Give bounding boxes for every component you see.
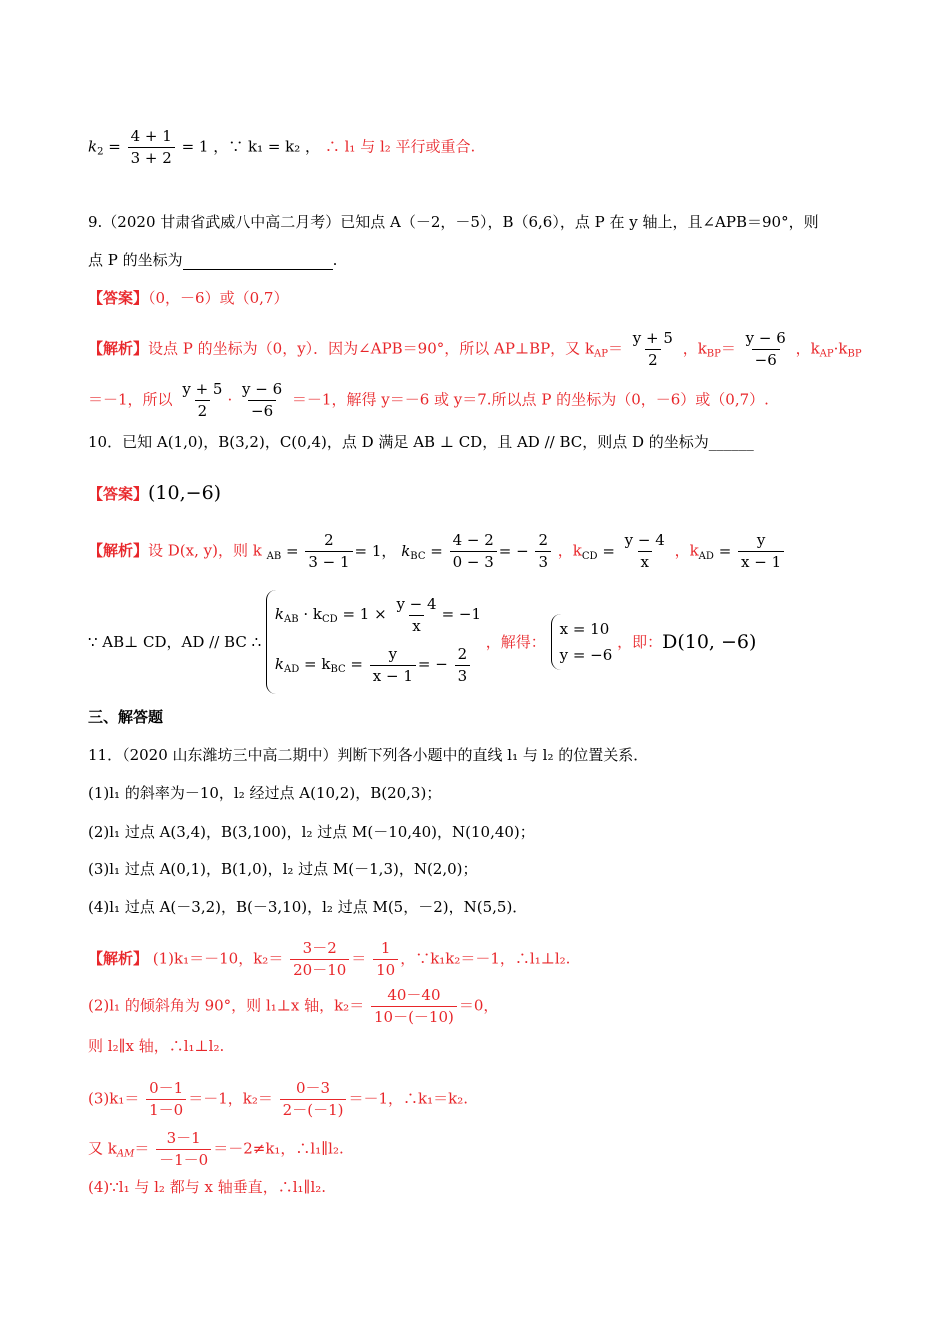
q10-answer: 【答案】(10,−6) xyxy=(88,482,222,504)
q10-analysis-system: ∵ AB⊥ CD，AD // BC ∴ $k_{AB} \cdot k_{CD} = 1$ × $\frac{y - 4}{x}$ = −1 $k_{AD} = k_{BC}$ = $\frac{y}{x - 1}$ = − $\frac{2}{3}$ ，解得： x = 10 y = −6 ，即：D(10, −6) xyxy=(88,590,756,694)
top-equation: $k_2$ = $\frac{4 + 1}{3 + 2}$ = 1 ，∵ k₁ = k₂ ， ∴ l₁ 与 l₂ 平行或重合. xyxy=(88,127,476,167)
fraction: $\frac{4 + 1}{3 + 2}$ xyxy=(128,128,175,167)
q9-stem-1: 9.（2020 甘肃省武威八中高二月考）已知点 A（－2，－5），B（6,6），点 P 在 y 轴上，且∠APB＝90°，则 xyxy=(88,213,819,231)
q11-solution-3: (3)k₁＝ $\frac{0-1}{1-0}$ ＝－1，k₂＝ $\frac{0-3}{2-(-1)}$ ＝－1，∴k₁＝k₂. xyxy=(88,1079,468,1119)
q11-part-4: (4)l₁ 过点 A(－3,2)，B(－3,10)，l₂ 过点 M(5，－2)，N(5,5)． xyxy=(88,898,528,916)
q10-stem: 10．已知 A(1,0)，B(3,2)，C(0,4)，点 D 满足 AB ⊥ CD，且 AD // BC，则点 D 的坐标为______ xyxy=(88,433,754,451)
equation-system: $k_{AB} \cdot k_{CD} = 1$ × $\frac{y - 4}{x}$ = −1 $k_{AD} = k_{BC}$ = $\frac{y}{x - 1}$ = − $\frac{2}{3}$ xyxy=(266,590,481,694)
q9-answer: 【答案】（0，－6）或（0,7） xyxy=(88,289,289,307)
q11-stem: 11．（2020 山东潍坊三中高二期中）判断下列各小题中的直线 l₁ 与 l₂ 的位置关系． xyxy=(88,746,649,764)
q11-part-1: (1)l₁ 的斜率为－10，l₂ 经过点 A(10,2)，B(20,3)； xyxy=(88,784,442,802)
top-conclusion: ∴ l₁ 与 l₂ 平行或重合. xyxy=(324,137,476,156)
q10-analysis-1: 【解析】设 D(x, y)，则 k $_{AB}$ = $\frac{2}{3 - 1}$ = 1， $k_{BC}$ = $\frac{4 - 2}{0 - 3}$ = − $\frac{2}{3}$ ，$k_{CD}$ = $\frac{y - 4}{x}$ ，$k_{AD}$ = $\frac{y}{x - 1}$ xyxy=(88,532,786,571)
q9-analysis-1: 【解析】设点 P 的坐标为（0，y）．因为∠APB＝90°，所以 AP⊥BP，又 $k_{AP}=$ $\frac{y + 5}{2}$ ，$k_{BP}=$ $\frac{y - 6}{-6}$ ，$k_{AP}\cdot k_{BP}$ xyxy=(88,329,862,369)
section-title: 三、解答题 xyxy=(88,708,164,726)
q11-solution-2b: 则 l₂∥x 轴，∴l₁⊥l₂. xyxy=(88,1037,225,1055)
q9-analysis-2: ＝－1，所以 $\frac{y + 5}{2}$ · $\frac{y - 6}{-6}$ ＝－1，解得 y＝－6 或 y＝7.所以点 P 的坐标为（0，－6）或（0,7）. xyxy=(88,380,769,420)
q11-solution-2: (2)l₁ 的倾斜角为 90°，则 l₁⊥x 轴，k₂＝ $\frac{40-40}{10-(-10)}$ ＝0， xyxy=(88,986,499,1026)
q11-solution-4: (4)∵l₁ 与 l₂ 都与 x 轴垂直，∴l₁∥l₂. xyxy=(88,1178,327,1196)
q11-solution-1: 【解析】 (1)k₁＝－10，k₂＝ $\frac{3-2}{20-10}$ ＝ $\frac{1}{10}$ ，∵k₁k₂＝－1，∴l₁⊥l₂. xyxy=(88,939,571,979)
q11-solution-3b: 又 $k_{AM}=$ $\frac{3-1}{-1-0}$ ＝－2≠k₁，∴l₁∥l₂. xyxy=(88,1129,344,1169)
q9-stem-2: 点 P 的坐标为 . xyxy=(88,251,338,269)
solution-system: x = 10 y = −6 xyxy=(551,614,613,670)
q11-part-3: (3)l₁ 过点 A(0,1)，B(1,0)，l₂ 过点 M(－1,3)，N(2,0)； xyxy=(88,860,478,878)
q11-part-2: (2)l₁ 过点 A(3,4)，B(3,100)，l₂ 过点 M(－10,40)，N(10,40)； xyxy=(88,823,535,841)
answer-blank xyxy=(183,253,333,270)
